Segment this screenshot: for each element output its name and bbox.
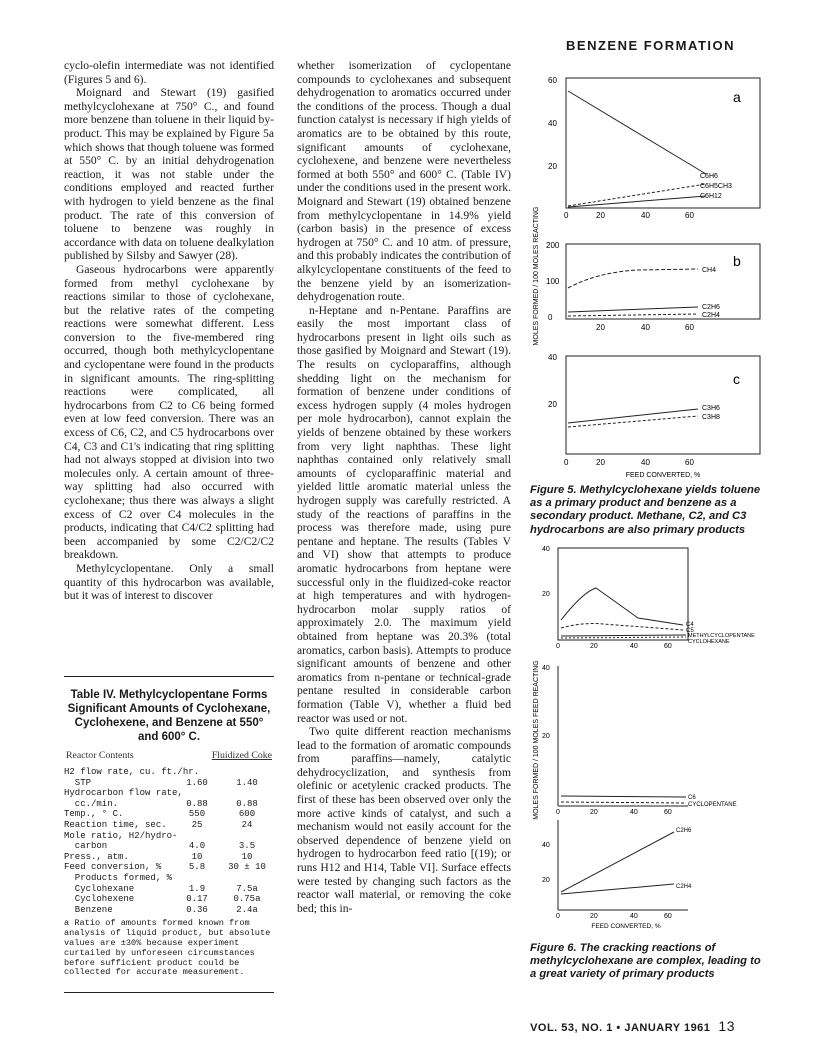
table-row <box>64 884 274 895</box>
table-row <box>64 841 274 852</box>
table-cell: 0.17 <box>186 894 208 905</box>
fig6p3-xtick-0: 0 <box>556 913 560 920</box>
fig5-panel-b <box>546 241 760 332</box>
table-cell: 0.88 <box>186 798 208 809</box>
table-cell <box>174 873 220 884</box>
col1-paragraph: Methylcyclopentane. Only a small quantity of this hydrocarbon was available, but it was of interest to discover <box>64 561 274 603</box>
figure-5-caption: Figure 5. Methylcyclohexane yields toluene as a primary product and benzene as a secondary product. Methane, C2, and C3 hydrocarbons are also primary products <box>530 484 761 536</box>
fig6p3-xtick-20: 20 <box>590 913 598 920</box>
fig6p2-xtick-20: 20 <box>590 809 598 816</box>
table-cell <box>174 831 220 842</box>
table-cell: Cyclohexane <box>64 883 135 894</box>
table-cell <box>220 767 274 778</box>
fig6p1-label-c4: C4 <box>686 622 694 628</box>
running-head: BENZENE FORMATION <box>566 38 735 53</box>
fig5a-xtick-20: 20 <box>596 211 605 220</box>
fig6p3-label-ethane: C2H6 <box>676 828 692 834</box>
table-header-left: Reactor Contents <box>66 750 134 761</box>
table-cell <box>220 831 274 842</box>
table-cell: Feed conversion, % <box>64 862 162 873</box>
table-cell: 10 <box>241 851 253 862</box>
table-cell: 4.0 <box>188 841 206 852</box>
table-cell: 7.5a <box>236 883 258 894</box>
table-cell <box>174 788 220 799</box>
table-bottom-rule <box>64 992 274 993</box>
figure-5 <box>528 66 768 491</box>
table-row <box>64 852 274 863</box>
fig6p2-ytick-20: 20 <box>542 733 550 740</box>
fig6p1-label-methylcyclopentane: METHYLCYCLOPENTANE <box>688 633 755 639</box>
table-cell: Press., atm. <box>64 851 129 862</box>
fig5a-label-toluene: C6H5CH3 <box>700 183 732 190</box>
fig5c-letter: c <box>733 371 740 387</box>
table-iv <box>64 688 274 978</box>
figure-6 <box>528 540 768 937</box>
fig5b-ytick-100: 100 <box>546 277 560 286</box>
fig6p3-ytick-20: 20 <box>542 877 550 884</box>
fig5b-label-methane: CH4 <box>702 267 717 274</box>
fig5b-ytick-200: 200 <box>546 241 560 250</box>
fig5c-xtick-40: 40 <box>641 458 650 467</box>
table-cell: 1.9 <box>188 883 206 894</box>
table-cell <box>174 767 220 778</box>
page-number: 13 <box>718 1018 735 1034</box>
table-cell: H2 flow rate, cu. ft./hr. <box>64 767 200 777</box>
fig5b-label-ethane: C2H6 <box>702 304 720 311</box>
fig6-panel-2 <box>542 665 737 816</box>
figure-6-caption: Figure 6. The cracking reactions of methylcyclohexane are complex, leading to a great variety of primary products <box>530 942 761 981</box>
fig5b-xtick-40: 40 <box>641 323 650 332</box>
table-cell: 30 ± 10 <box>228 862 266 873</box>
fig5a-letter: a <box>733 89 741 105</box>
fig6p1-xtick-40: 40 <box>630 643 638 650</box>
fig5a-label-cyclohexane: C6H12 <box>700 193 722 200</box>
fig6p1-ytick-40: 40 <box>542 546 550 553</box>
fig6-panel-1 <box>542 546 755 650</box>
table-row <box>64 809 274 820</box>
table-cell: 24 <box>241 819 253 830</box>
fig5-xlabel: FEED CONVERTED, % <box>625 472 701 479</box>
text-column-left <box>64 59 274 603</box>
fig5c-ytick-40: 40 <box>548 353 557 362</box>
fig5b-xtick-20: 20 <box>596 323 605 332</box>
fig6p1-ytick-20: 20 <box>542 591 550 598</box>
figure-5-plot <box>528 66 768 486</box>
table-cell <box>220 873 274 884</box>
table-cell: Cyclohexene <box>64 894 135 905</box>
fig5c-xtick-0: 0 <box>564 458 569 467</box>
table-cell: Mole ratio, H2/hydro- <box>64 830 178 841</box>
table-cell: Temp., ° C. <box>64 809 124 820</box>
fig6p2-label-c6: C6 <box>688 795 696 801</box>
table-header <box>64 750 274 761</box>
table-row <box>64 788 274 799</box>
table-title: Table IV. Methylcyclopentane Forms Significant Amounts of Cyclohexane, Cyclohexene, and Benzene at 550° and 600° C. <box>67 689 271 743</box>
table-cell: 0.36 <box>186 904 208 915</box>
fig5-ylabel: MOLES FORMED / 100 MOLES REACTING <box>533 206 540 346</box>
table-cell: 10 <box>191 851 203 862</box>
table-cell: 25 <box>191 819 203 830</box>
fig5a-ytick-60: 60 <box>548 76 557 85</box>
table-cell: Hydrocarbon flow rate, <box>64 788 183 799</box>
table-footnote: a Ratio of amounts formed known from analysis of liquid product, but absolute values are ±30% because experiment curtailed by unforeseen circumstances before sufficient product could be collected for accurate measurement. <box>64 918 271 978</box>
fig5b-ytick-0: 0 <box>548 313 553 322</box>
table-cell: 1.40 <box>236 777 258 788</box>
fig6p2-ytick-40: 40 <box>542 665 550 672</box>
fig6p1-label-c5: C5 <box>686 628 694 634</box>
table-top-rule <box>64 676 274 677</box>
page-footer <box>530 1018 735 1034</box>
fig6p1-xtick-60: 60 <box>664 643 672 650</box>
fig6-panel-3 <box>542 820 692 920</box>
col2-paragraph: n-Heptane and n-Pentane. Paraffins are easily the most important class of hydrocarbons present in light oils such as those gasified by Moignard and Stewart (19). The results on cycloparaffins, although shedding light on the mechanism for formation of benzene under conditions of excess hydrogen supply (4 moles hydrogen per mole hydrocarbon), cannot explain the yields of benzene obtained by these workers from very light naphthas. These light naphthas contained only relatively small amounts of cycloparaffinic material and yielded little aromatic material unless the hydrogen supply was carefully restricted. A study of the reactions of paraffins in the process was therefore made, using pure pentane and heptane. The results (Tables V and VI) show that attempts to produce aromatic hydrocarbons from heptane were successful only in the fluidized-coke reactor at high temperatures and with hydrogen-hydrocarbon molar supply ratios of approximately 2.0. The maximum yield obtained from heptane was 20.3% (total aromatics, carbon basis). Attempts to produce significant amounts of benzene and other aromatics from n-pentane or technical-grade pentane resulted in considerable carbon formation (Table V), whether a fluid bed reactor was used or not. <box>297 303 511 725</box>
fig6p1-label-cyclohexane: CYCLOHEXANE <box>688 639 730 645</box>
col1-paragraph: cyclo-olefin intermediate was not identified (Figures 5 and 6). <box>64 59 274 86</box>
fig6p1-xtick-0: 0 <box>556 643 560 650</box>
fig5c-xtick-20: 20 <box>596 458 605 467</box>
col1-paragraph: Gaseous hydrocarbons were apparently formed from methyl cyclohexane by reactions similar to those of cyclohexane, but the relative rates of the competing reactions were somewhat different. Less conversion to the five-membered ring occurred, though both methylcyclopentane and cyclopentane were found in the products in significant amounts. The ring-splitting reactions were complicated, all hydrocarbons from C2 to C6 being formed even at low feed conversion. There was an excess of C6, C2, and C5 hydrocarbons over C4, C3 and C1's indicating that ring splitting had not always stopped at division into two molecules only. A certain amount of three-way splitting had also occurred with cyclohexane; thus there was always a slight excess of C2 over C4 molecules in the products, indicating that C4/C2 splitting had been accompanied by some C2/C2/C2 breakdown. <box>64 262 274 562</box>
table-cell: 0.75a <box>233 894 261 905</box>
table-cell: 2.4a <box>236 904 258 915</box>
fig5a-xtick-60: 60 <box>685 211 694 220</box>
issue-line: VOL. 53, NO. 1 • JANUARY 1961 <box>530 1022 711 1034</box>
table-header-right: Fluidized Coke <box>211 750 272 761</box>
table-row <box>64 831 274 842</box>
fig5c-label-propane: C3H8 <box>702 414 720 421</box>
col2-paragraph: Two quite different reaction mechanisms lead to the formation of aromatic compounds from paraffins—namely, catalytic dehydrocyclization, and synthesis from olefinic or acetylenic cracked products. The first of these has been observed over only the more active kinds of catalyst, and such a mechanism would not easily account for the observed dependence of benzene yield on hydrogen to hydrocarbon feed ratio [(19); or runs H12 and H14, Table VI]. Surface effects were tested by changing such factors as the reactor wall material, or removing the coke bed; this in- <box>297 725 511 915</box>
table-cell: Reaction time, sec. <box>64 819 167 830</box>
fig6p2-label-cyclopentane: CYCLOPENTANE <box>688 802 737 808</box>
table-cell: 5.8 <box>188 862 206 873</box>
text-column-middle <box>297 59 511 915</box>
fig6p1-xtick-20: 20 <box>590 643 598 650</box>
fig5a-ytick-20: 20 <box>548 162 557 171</box>
fig5c-xtick-60: 60 <box>685 458 694 467</box>
fig5-panel-a <box>548 76 760 220</box>
table-cell: 600 <box>238 809 256 820</box>
table-body <box>64 767 274 915</box>
table-cell: 0.88 <box>236 798 258 809</box>
fig6p3-ytick-40: 40 <box>542 842 550 849</box>
table-cell: 3.5 <box>238 841 256 852</box>
table-cell: carbon <box>64 841 108 852</box>
table-cell: 1.60 <box>186 777 208 788</box>
fig6-ylabel: MOLES FORMED / 100 MOLES FEED REACTING <box>533 660 540 820</box>
col2-paragraph: whether isomerization of cyclopentane compounds to cyclohexanes and subsequent dehydrogenation to aromatics occurred under the conditions of the process. Though a dual function catalyst is necessary if high yields of aromatics are to be obtained by this route, significant amounts of cyclohexane, cyclohexene, and benzene were nevertheless formed at both 550° and 600° C. (Table IV) under the conditions used in the present work. Moignard and Stewart (19) obtained benzene from methylcyclopentane in 14.9% yield (carbon basis) in the presence of excess hydrogen at 750° C. and 10 atm. of pressure, and this probably indicates the contribution of alkylcyclopentane constituents of the feed to the benzene yield by an isomerization-dehydrogenation route. <box>297 59 511 304</box>
fig6p3-xtick-60: 60 <box>664 913 672 920</box>
fig6p3-label-ethylene: C2H4 <box>676 884 692 890</box>
fig5a-label-benzene: C6H6 <box>700 173 718 180</box>
fig5a-xtick-0: 0 <box>564 211 569 220</box>
table-row <box>64 905 274 916</box>
table-row <box>64 799 274 810</box>
table-row <box>64 873 274 884</box>
table-row <box>64 894 274 905</box>
table-cell: Benzene <box>64 904 113 915</box>
fig5c-ytick-20: 20 <box>548 400 557 409</box>
table-cell: Products formed, % <box>64 872 173 883</box>
fig5a-xtick-40: 40 <box>641 211 650 220</box>
fig6-xlabel: FEED CONVERTED, % <box>591 923 661 930</box>
fig5c-label-propylene: C3H6 <box>702 405 720 412</box>
fig6p3-xtick-40: 40 <box>630 913 638 920</box>
table-cell: STP <box>64 777 92 788</box>
fig5b-letter: b <box>733 253 741 269</box>
table-cell <box>220 788 274 799</box>
fig5a-ytick-40: 40 <box>548 119 557 128</box>
fig5-panel-c <box>548 353 760 467</box>
table-cell: cc./min. <box>64 798 119 809</box>
figure-6-plot <box>528 540 768 932</box>
fig5b-xtick-60: 60 <box>685 323 694 332</box>
col1-paragraph: Moignard and Stewart (19) gasified methylcyclohexane at 750° C., and found more benzene than toluene in their liquid by-product. This may be explained by Figure 5a which shows that though toluene was formed at 550° C. by an initial dehydrogenation reaction, it was not stable under the conditions employed and reacted further with hydrogen to yield benzene as the final product. The rate of this conversion of toluene to benzene was roughly in accordance with data on toluene dealkylation published by Silsby and Sawyer (28). <box>64 86 274 263</box>
fig6p2-xtick-60: 60 <box>664 809 672 816</box>
fig5b-label-ethylene: C2H4 <box>702 312 720 319</box>
table-row <box>64 778 274 789</box>
table-row <box>64 820 274 831</box>
fig6p2-xtick-0: 0 <box>556 809 560 816</box>
table-cell: 550 <box>188 809 206 820</box>
table-row <box>64 862 274 873</box>
fig6p2-xtick-40: 40 <box>630 809 638 816</box>
table-row <box>64 767 274 778</box>
